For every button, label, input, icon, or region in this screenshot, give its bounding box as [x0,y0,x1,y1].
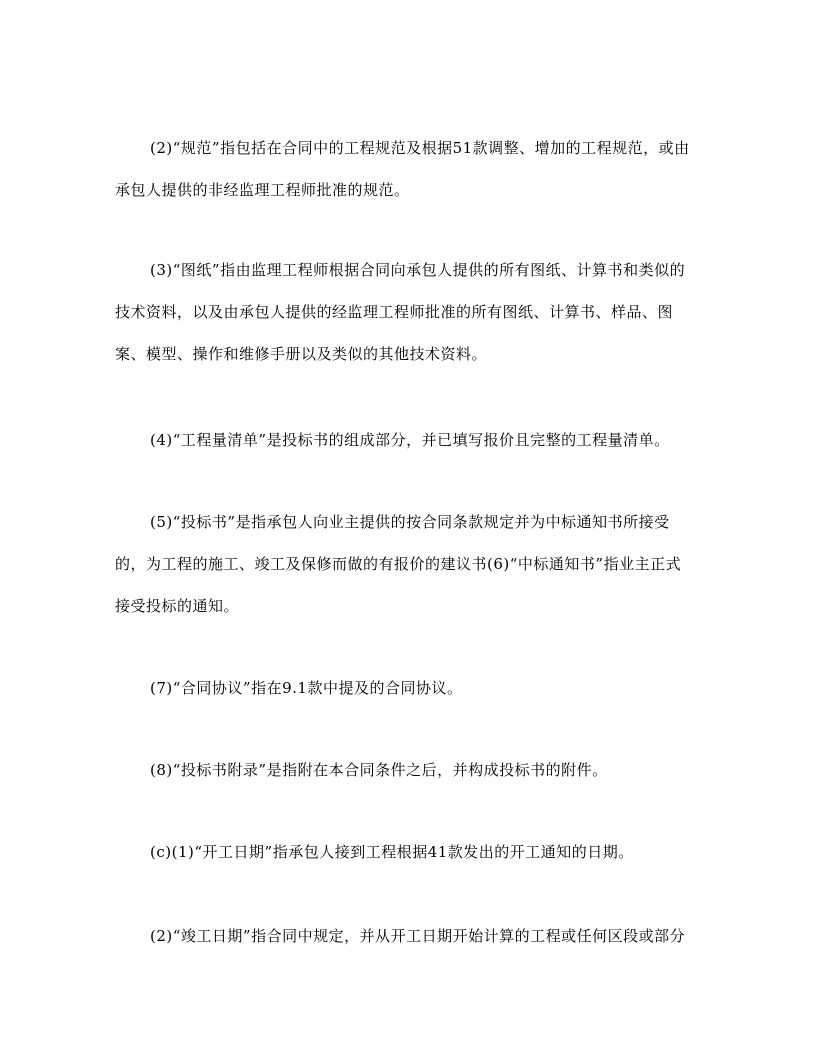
paragraph-completion-date [115,922,703,950]
paragraph-line: 的，为工程的施工、竣工及保修而做的有报价的建议书(6)“中标通知书”指业主正式 [115,555,682,573]
paragraph-line: 接受投标的通知。 [115,597,240,615]
paragraph-line: (8)“投标书附录”是指附在本合同条件之后，并构成投标书的附件。 [150,761,608,779]
paragraph-tender [115,508,703,620]
paragraph-contract-agreement [115,674,703,702]
paragraph-line: (c)(1)“开工日期”指承包人接到工程根据41款发出的开工通知的日期。 [150,843,634,861]
paragraph-line: (2)“规范”指包括在合同中的工程规范及根据51款调整、增加的工程规范，或由 [150,139,690,157]
paragraph-line: (2)“竣工日期”指合同中规定，并从开工日期开始计算的工程或任何区段或部分 [150,927,686,945]
paragraph-line: (7)“合同协议”指在9.1款中提及的合同协议。 [150,679,463,697]
paragraph-line: 承包人提供的非经监理工程师批准的规范。 [115,181,410,199]
paragraph-line: 案、模型、操作和维修手册以及类似的其他技术资料。 [115,345,488,363]
paragraph-line: (5)“投标书”是指承包人向业主提供的按合同条款规定并为中标通知书所接受 [150,513,670,531]
paragraph-bill-of-quantities [115,426,703,454]
paragraph-specifications [115,134,703,204]
paragraph-line: (3)“图纸”指由监理工程师根据合同向承包人提供的所有图纸、计算书和类似的 [150,261,686,279]
paragraph-line: (4)“工程量清单”是投标书的组成部分，并已填写报价且完整的工程量清单。 [150,431,670,449]
paragraph-line: 技术资料，以及由承包人提供的经监理工程师批准的所有图纸、计算书、样品、图 [115,303,674,321]
paragraph-tender-appendix [115,756,703,784]
paragraph-drawings [115,256,703,368]
paragraph-commencement-date [115,838,703,866]
